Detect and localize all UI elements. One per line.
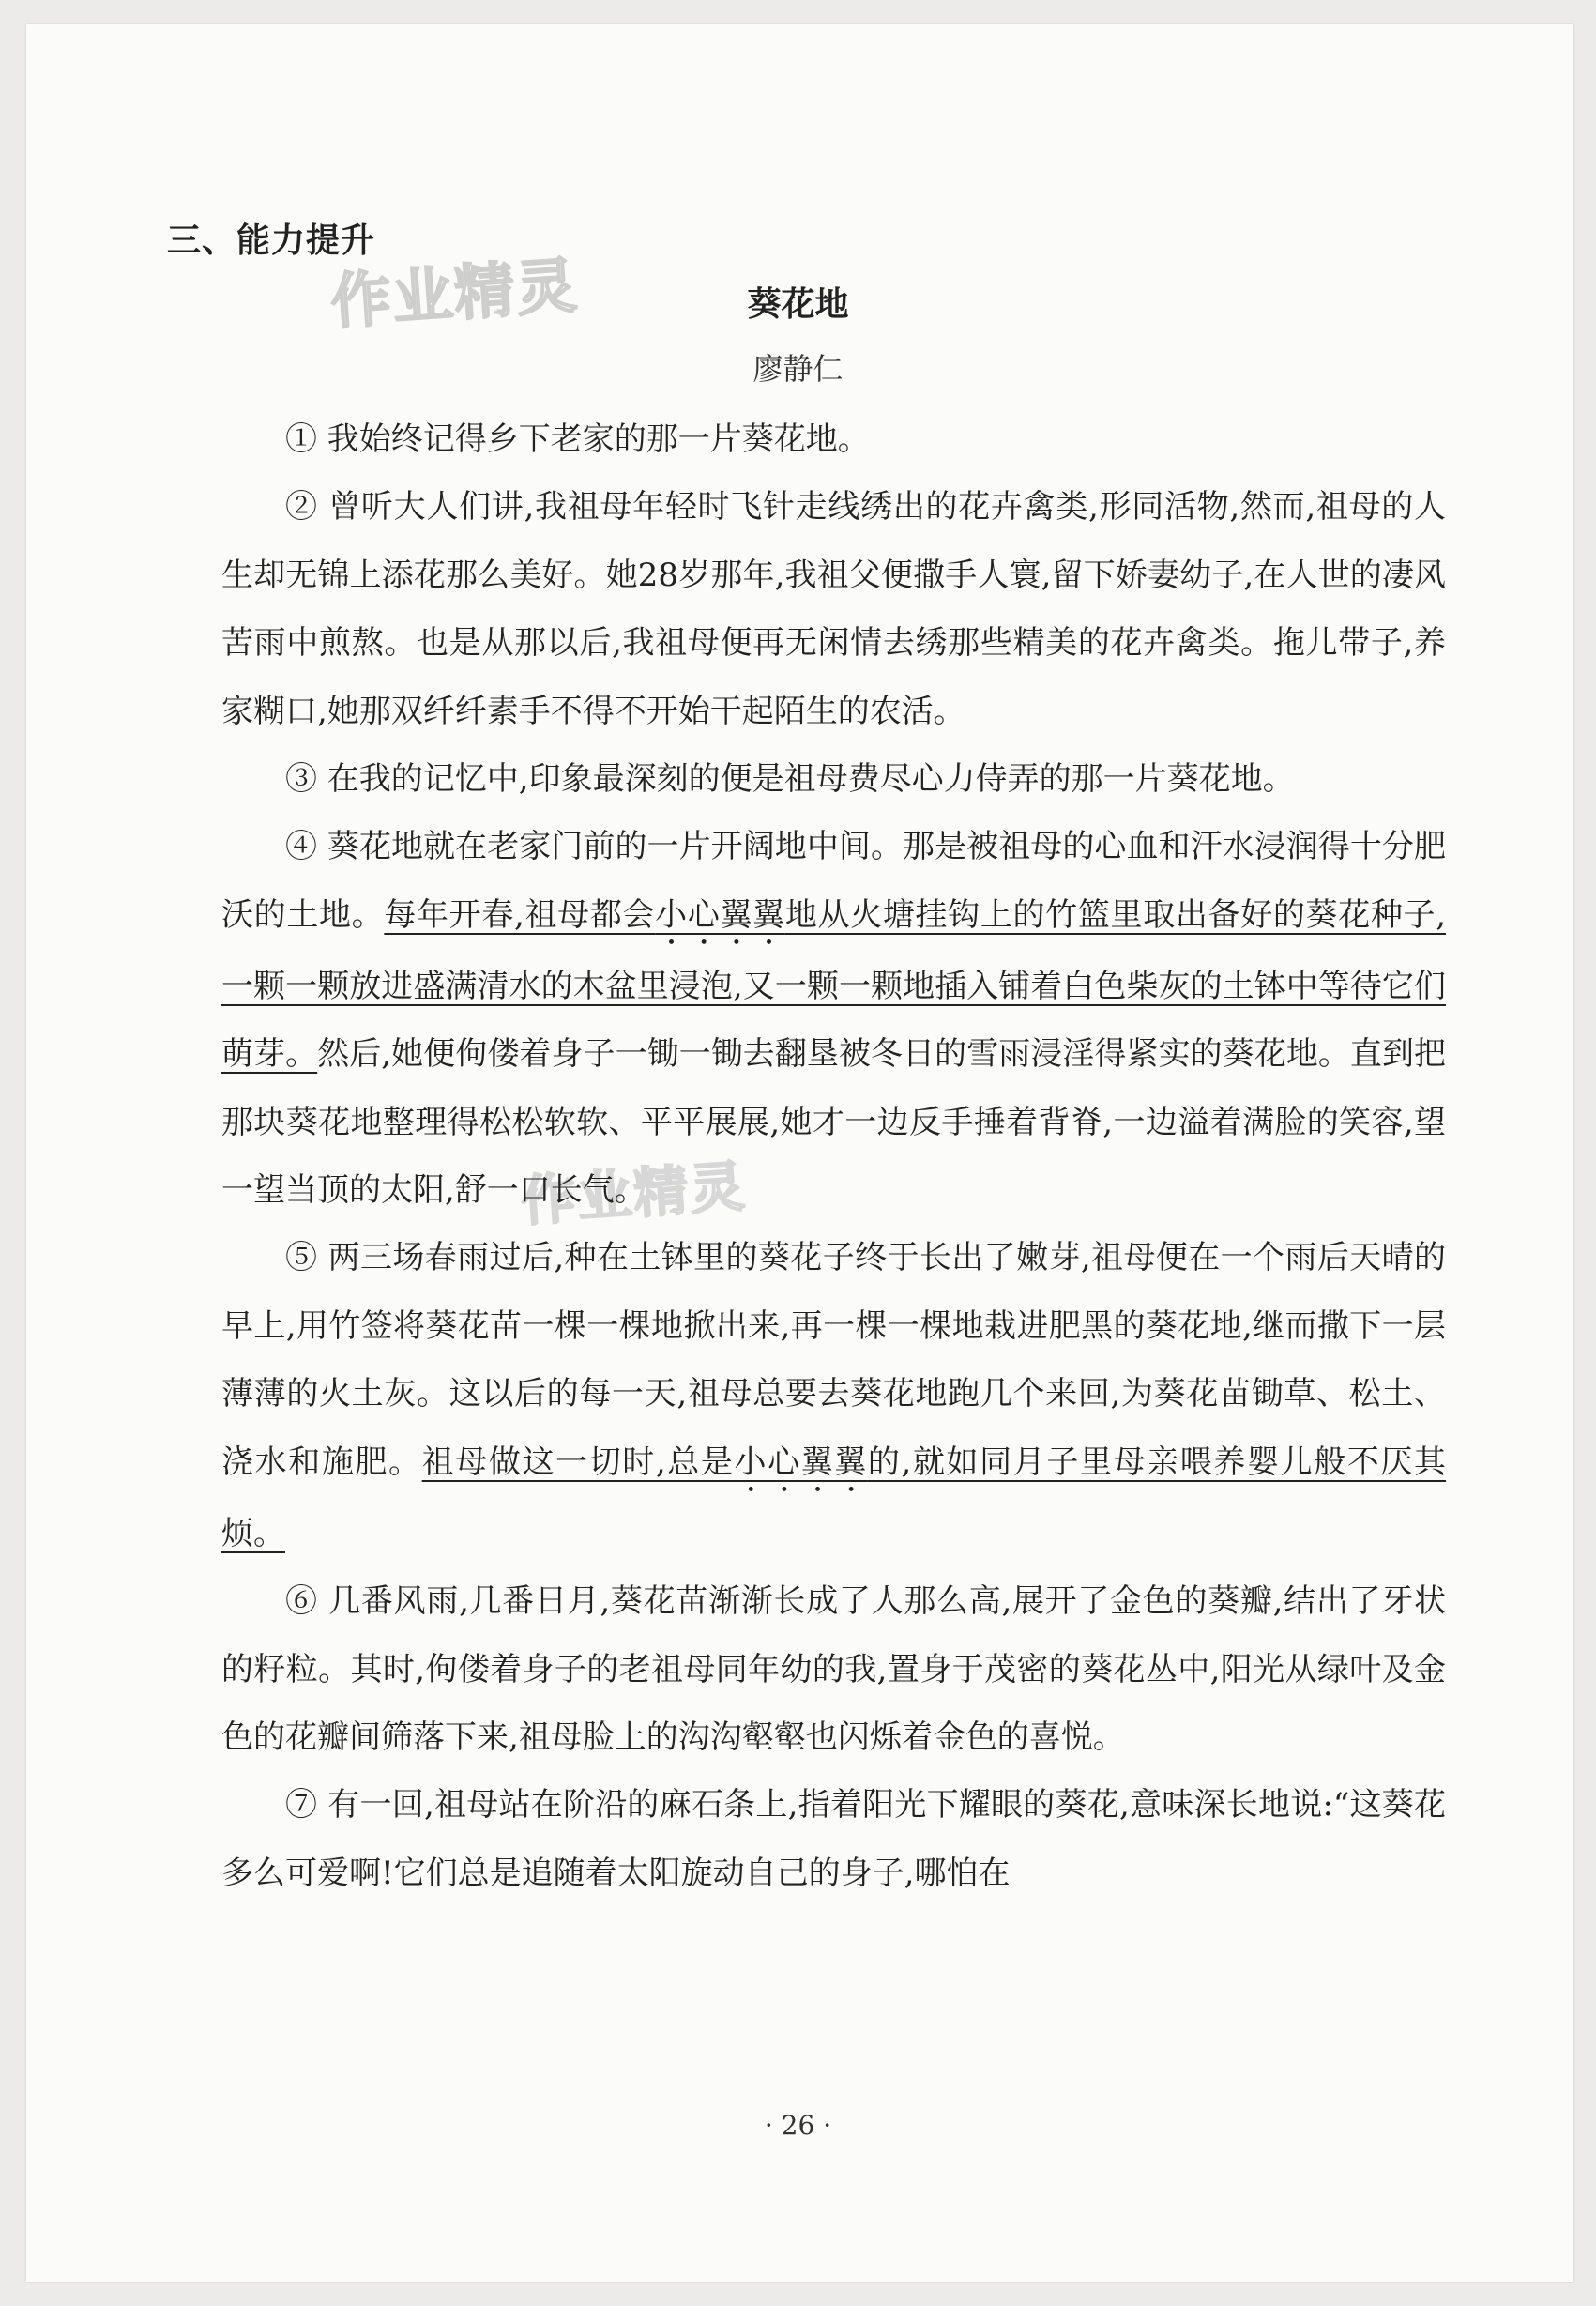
- paragraph-5-text: ⑤ 两三场春雨过后,种在土钵里的葵花子终于长出了嫩芽,祖母便在一个雨后天晴的早上,用竹签将葵花苗一棵一棵地掀出来,再一棵一棵地栽进肥黑的葵花地,继而撒下一层薄薄的火土灰。这以后的每一天,祖母总要去葵花地跑几个来回,为葵花苗锄草、松土、浇水和施肥。: [221, 1239, 1446, 1481]
- paragraph-4: [221, 813, 1446, 1224]
- watermark: 作业精灵: [519, 1153, 749, 1234]
- paragraph-2: ② 曾听大人们讲,我祖母年轻时飞针走线绣出的花卉禽类,形同活物,然而,祖母的人生却无锦上添花那么美好。她28岁那年,我祖父便撒手人寰,留下娇妻幼子,在人世的凄风苦雨中煎熬。也是从那以后,我祖母便再无闲情去绣那些精美的花卉禽类。拖儿带子,养家糊口,她那双纤纤素手不得不开始干起陌生的农活。: [221, 488, 1446, 730]
- article-author: 廖静仁: [752, 351, 844, 387]
- underlined-sentence: 祖母做这一切时,总是小心翼翼的,就如同月子里母亲喂养婴儿般不厌其烦。: [221, 1443, 1447, 1552]
- paragraph-3: ③ 在我的记忆中,印象最深刻的便是祖母费尽心力侍弄的那一片葵花地。: [285, 760, 1295, 799]
- paragraph-1: ① 我始终记得乡下老家的那一片葵花地。: [285, 420, 870, 458]
- paragraph-4-text: 然后,她便佝偻着身子一锄一锄去翻垦被冬日的雪雨浸淫得紧实的葵花地。直到把那块葵花地整理得松松软软、平平展展,她才一边反手捶着背脊,一边溢着满脸的笑容,望一望当顶的太阳,舒一口长气。: [221, 1035, 1447, 1210]
- watermark: 作业精灵: [328, 251, 581, 339]
- paragraph-4-text: ④ 葵花地就在老家门前的一片开阔地中间。那是被祖母的心血和汗水浸润得十分肥沃的土地。: [221, 828, 1446, 934]
- article-title: 葵花地: [747, 285, 849, 324]
- dotted-phrase: 小心翼翼: [734, 1443, 868, 1481]
- paragraph-6: ⑥ 几番风雨,几番日月,葵花苗渐渐长成了人那么高,展开了金色的葵瓣,结出了牙状的籽粒。其时,佝偻着身子的老祖母同年幼的我,置身于茂密的葵花丛中,阳光从绿叶及金色的花瓣间筛落下来,祖母脸上的沟沟壑壑也闪烁着金色的喜悦。: [221, 1582, 1446, 1756]
- page-number: · 26 ·: [764, 2110, 832, 2141]
- paragraph-7: ⑦ 有一回,祖母站在阶沿的麻石条上,指着阳光下耀眼的葵花,意味深长地说:“这葵花多么可爱啊!它们总是追随着太阳旋动自己的身子,哪怕在: [221, 1786, 1446, 1892]
- article-body: [221, 405, 1446, 1907]
- section-title: 三、能力提升: [167, 221, 376, 260]
- paragraph-5: [221, 1224, 1446, 1567]
- underlined-sentence: 每年开春,祖母都会小心翼翼地从火塘挂钩上的竹篮里取出备好的葵花种子,一颗一颗放进盛满清水的木盆里浸泡,又一颗一颗地插入铺着白色柴灰的土钵中等待它们萌芽。: [221, 895, 1447, 1074]
- dotted-phrase: 小心翼翼: [655, 895, 785, 934]
